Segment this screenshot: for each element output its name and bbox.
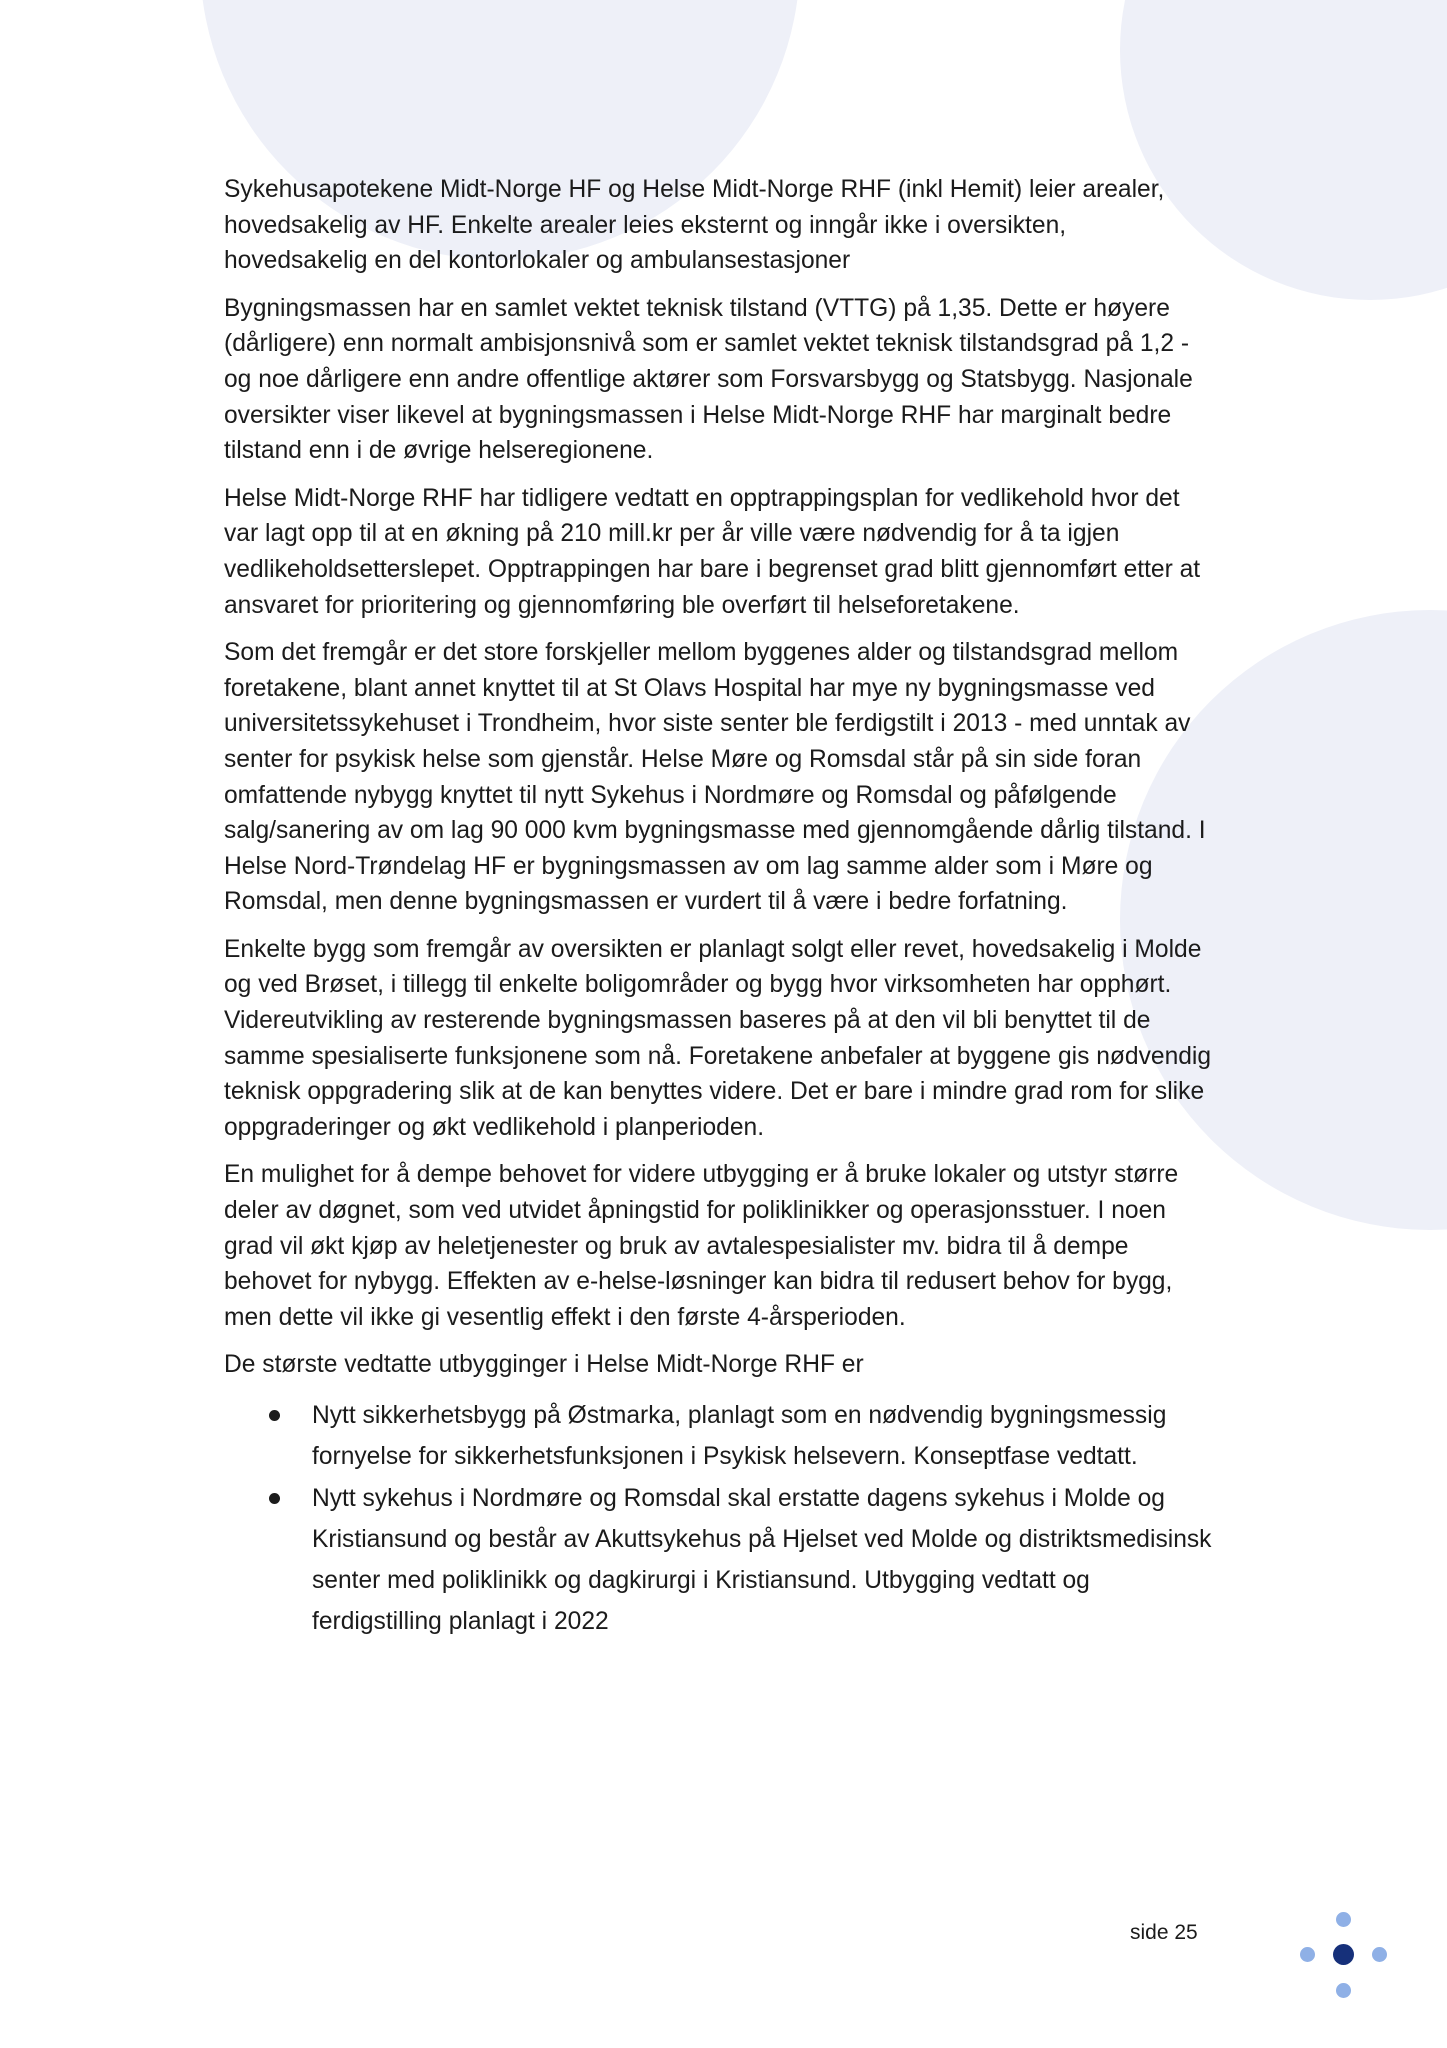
logo-dot-top [1336,1912,1351,1927]
document-body [224,172,1214,1643]
paragraph-3: Helse Midt-Norge RHF har tidligere vedtatt en opptrappingsplan for vedlikehold hvor det var lagt opp til at en økning på 210 mill.kr per år ville være nødvendig for å ta igjen vedlikeholdsetterslepet. Opptrappingen har bare i begrenset grad blitt gjennomført etter at ansvaret for prioritering og gjennomføring ble overført til helseforetakene. [224,484,1201,619]
page-number: side 25 [1130,1921,1198,1944]
list-item-text: Nytt sikkerhetsbygg på Østmarka, planlagt som en nødvendig bygningsmessig fornyelse for sikkerhetsfunksjonen i Psykisk helsevern. Konseptfase vedtatt. [312,1402,1167,1471]
logo-dot-center [1333,1944,1354,1965]
list-item-text: Nytt sykehus i Nordmøre og Romsdal skal erstatte dagens sykehus i Molde og Kristiansund og består av Akuttsykehus på Hjelset ved Molde og distriktsmedisinsk senter med poliklinikk og dagkirurgi i Kristiansund. Utbygging vedtatt og ferdigstilling planlagt i 2022 [312,1484,1212,1636]
bullet-list [224,1395,1214,1643]
paragraph-4: Som det fremgår er det store forskjeller mellom byggenes alder og tilstandsgrad mellom foretakene, blant annet knyttet til at St Olavs Hospital har mye ny bygningsmasse ved universitetssykehuset i Trondheim, hvor siste senter ble ferdigstilt i 2013 - med unntak av senter for psykisk helse som gjenstår. Helse Møre og Romsdal står på sin side foran omfattende nybygg knyttet til nytt Sykehus i Nordmøre og Romsdal og påfølgende salg/sanering av om lag 90 000 kvm bygningsmasse med gjennomgående dårlig tilstand. I Helse Nord-Trøndelag HF er bygningsmassen av om lag samme alder som i Møre og Romsdal, men denne bygningsmassen er vurdert til å være i bedre forfatning. [224,639,1206,916]
paragraph-2: Bygningsmassen har en samlet vektet teknisk tilstand (VTTG) på 1,35. Dette er høyere (dårligere) enn normalt ambisjonsnivå som er samlet vektet teknisk tilstandsgrad på 1,2 - og noe dårligere enn andre offentlige aktører som Forsvarsbygg og Statsbygg. Nasjonale oversikter viser likevel at bygningsmassen i Helse Midt-Norge RHF har marginalt bedre tilstand enn i de øvrige helseregionene. [224,294,1193,465]
logo-dot-left [1300,1947,1315,1962]
paragraph-1: Sykehusapotekene Midt-Norge HF og Helse Midt-Norge RHF (inkl Hemit) leier arealer, hovedsakelig av HF. Enkelte arealer leies eksternt og inngår ikke i oversikten, hovedsakelig en del kontorlokaler og ambulansestasjoner [224,176,1165,275]
list-item [224,1478,1214,1643]
bullet-icon [269,1410,280,1421]
list-item [224,1395,1214,1478]
logo-dot-right [1372,1947,1387,1962]
bullet-icon [269,1493,280,1504]
logo-dot-bottom [1336,1983,1351,1998]
four-dot-cross-logo-icon [1297,1909,1389,2001]
paragraph-5: Enkelte bygg som fremgår av oversikten er planlagt solgt eller revet, hovedsakelig i Molde og ved Brøset, i tillegg til enkelte boligområder og bygg hvor virksomheten har opphørt. Videreutvikling av resterende bygningsmassen baseres på at den vil bli benyttet til de samme spesialiserte funksjonene som nå. Foretakene anbefaler at byggene gis nødvendig teknisk oppgradering slik at de kan benyttes videre. Det er bare i mindre grad rom for slike oppgraderinger og økt vedlikehold i planperioden. [224,935,1212,1141]
paragraph-6: En mulighet for å dempe behovet for videre utbygging er å bruke lokaler og utstyr større deler av døgnet, som ved utvidet åpningstid for poliklinikker og operasjonsstuer. I noen grad vil økt kjøp av heletjenester og bruk av avtalespesialister mv. bidra til å dempe behovet for nybygg. Effekten av e-helse-løsninger kan bidra til redusert behov for bygg, men dette vil ikke gi vesentlig effekt i den første 4-årsperioden. [224,1161,1179,1331]
paragraph-7: De største vedtatte utbygginger i Helse Midt-Norge RHF er [224,1351,864,1379]
